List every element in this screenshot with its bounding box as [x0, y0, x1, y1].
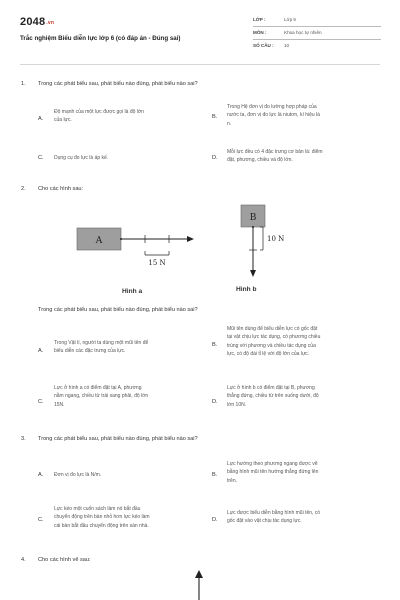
question-number: 1.	[21, 81, 26, 87]
question-prompt: Trong các phát biểu sau, phát biểu nào đúng, phát biểu nào sai?	[38, 81, 198, 87]
option-line: chuyển động trên bàn nhỏ hơn lực kéo làm	[54, 514, 150, 521]
option-line: nước ta, đơn vị đo lực là niutơn, kí hiệu là	[227, 112, 320, 119]
option-line: cái bàn bắt đầu chuyển động trên sàn nhà.	[54, 522, 149, 529]
logo-suffix: .vn	[46, 20, 55, 26]
option-line: Trong Vật lí, người ta dùng một mũi tên để	[54, 340, 149, 346]
q1-option-b-letter: B.	[212, 114, 218, 120]
arrow-head-q4	[195, 570, 203, 578]
q3-option-d	[227, 509, 382, 526]
figure-b	[241, 205, 284, 276]
option-line: 15N.	[54, 401, 65, 408]
meta-key: LỚP :	[253, 17, 266, 22]
figure-a	[77, 228, 193, 267]
option-line: gốc đặt vào vật chịu tác dụng lực.	[227, 518, 302, 525]
option-line: Dụng cụ đo lực là áp kế.	[54, 155, 109, 161]
question-2-subprompt: Trong các phát biểu sau, phát biểu nào đúng, phát biểu nào sai?	[38, 307, 198, 313]
q3-option-a	[54, 471, 209, 479]
q3-option-b	[227, 460, 382, 485]
q2-option-d-letter: D.	[212, 399, 218, 405]
option-line: đặt, phương, chiều và độ lớn.	[227, 157, 293, 164]
option-line: bằng hình mũi tên hướng thẳng đứng lên	[227, 469, 319, 476]
meta-value: 10	[284, 43, 290, 48]
block-b-label: B	[249, 213, 257, 223]
meta-key: SỐ CÂU :	[253, 43, 274, 48]
question-prompt: Cho các hình sau:	[38, 186, 84, 192]
meta-value: Lớp 6	[284, 17, 296, 22]
option-line: trùng với phương và chiều tác dụng của	[227, 342, 316, 349]
figure-q4-partial	[195, 570, 203, 600]
meta-value: Khoa học tự nhiên	[284, 30, 322, 35]
option-line: thẳng đứng, chiều từ trên xuống dưới, độ	[227, 393, 319, 400]
option-line: Mỗi lực đều có 4 đặc trưng cơ bản là: điểm	[227, 149, 323, 155]
option-line: của lực.	[54, 117, 72, 124]
block-a-label: A	[95, 236, 103, 246]
q3-option-a-letter: A.	[38, 472, 44, 478]
figure-b-caption: Hình b	[236, 286, 257, 293]
q2-option-b	[227, 325, 382, 359]
option-line: Lực kéo một cuốn sách làm nó bắt đầu	[54, 506, 141, 512]
logo-text: 2048	[20, 16, 46, 28]
meta-key: MÔN :	[253, 30, 267, 35]
q2-option-c	[54, 384, 209, 409]
figure-a-caption: Hình a	[122, 288, 143, 295]
option-line: nằm ngang, chiều từ trái sang phải, độ lớn	[54, 393, 149, 400]
q3-option-c	[54, 505, 214, 530]
option-line: Mũi tên dùng để biểu diễn lực có gốc đặt	[227, 326, 318, 332]
option-line: Độ mạnh của một lực được gọi là độ lớn	[54, 109, 144, 115]
q1-option-c-letter: C.	[38, 155, 44, 161]
option-line: trên.	[227, 477, 238, 484]
option-line: lực, có độ dài tỉ lệ với độ lớn của lực.	[227, 351, 310, 358]
page-title: Trắc nghiệm Biểu diễn lực lớp 6 (có đáp án - Đúng sai)	[20, 35, 181, 42]
question-prompt: Trong các phát biểu sau, phát biểu nào đúng, phát biểu nào sai?	[38, 436, 198, 442]
question-number: 2.	[21, 186, 26, 192]
q2-option-c-letter: C.	[38, 399, 44, 405]
q2-option-b-letter: B.	[212, 342, 218, 348]
scale-label-b: 10 N	[267, 235, 285, 243]
question-number: 4.	[21, 557, 26, 563]
q2-option-a	[54, 339, 209, 356]
option-line: tại vật chịu lực tác dụng, có phương chiều	[227, 334, 321, 341]
option-line: Đơn vị đo lực là N/m.	[54, 472, 102, 478]
question-prompt: Cho các hình vẽ sau:	[38, 557, 91, 563]
q3-option-c-letter: C.	[38, 517, 44, 523]
q1-option-a-letter: A.	[38, 116, 44, 122]
option-line: Lực được biểu diễn bằng hình mũi tên, có	[227, 510, 321, 516]
scale-label-a: 15 N	[148, 259, 166, 267]
option-line: Trong Hệ đơn vị đo lường hợp pháp của	[227, 104, 317, 110]
option-line: lớn 10N.	[227, 401, 247, 408]
q2-option-d	[227, 384, 382, 409]
q3-option-b-letter: B.	[212, 472, 218, 478]
q1-option-d-letter: D.	[212, 155, 218, 161]
q2-option-a-letter: A.	[38, 348, 44, 354]
question-number: 3.	[21, 436, 26, 442]
option-line: Lực ở hình a có điểm đặt tại A, phương	[54, 385, 142, 391]
option-line: Lực hướng theo phương ngang được vẽ	[227, 461, 318, 467]
option-line: n.	[227, 120, 232, 127]
option-line: Lực ở hình b có điểm đặt tại B, phương	[227, 385, 315, 391]
q3-option-d-letter: D.	[212, 517, 218, 523]
option-line: biểu diễn các đặc trưng của lực.	[54, 348, 126, 355]
